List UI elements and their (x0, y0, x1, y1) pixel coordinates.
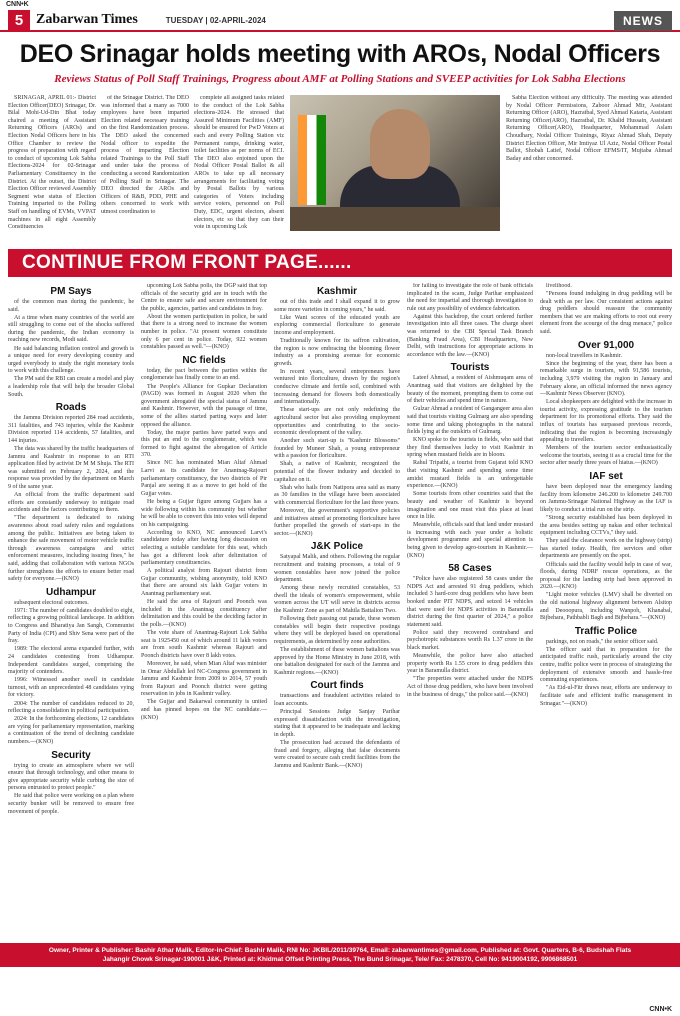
story-heading: Security (51, 749, 91, 761)
story-paragraph: 2004: The number of candidates reduced to 20, reflecting a consolidation in political participation. (8, 700, 134, 715)
bottom-strip (0, 1006, 680, 1016)
story-paragraph: subsequent electoral outcomes. (14, 599, 89, 606)
story-paragraph: KNO spoke to the tourists in fields, who said that they find themselves lucky to visit Kashmir in spring when mustard fields are in bloom. (407, 437, 533, 459)
story-heading: IAF set (589, 471, 623, 483)
story-paragraph: Against this backdrop, the court ordered further investigation into all three cases. The charge sheet was returned to the CBI Special Task Branch (Banking Fraud Area), CBI Headquarters, New Delhi, with instructions for appropriate actions in accordance with the law.—(KNO) (407, 313, 533, 358)
continued-col-2 (141, 283, 267, 938)
flag-image (298, 115, 326, 205)
paper-name: Zabarwan Times (36, 12, 138, 27)
story-paragraph: Moreover, he said, when Mian Altaf was minister in Omar Abdullah led NC-Congress government in Jammu and Kashmir from 2009 to 2014, 57 youth from Rajouri and Poonch district were getting reservation in jobs in Kashmir valley. (141, 660, 267, 698)
story-paragraph: The People's Alliance for Gupkar Declaration (PAGD) was formed in August 2020 when the government abrogated the special status of Jammu and Kashmir. However, with the passage of time, some of the allies started parting ways and later opposed the alliance. (141, 383, 267, 428)
meeting-photo (290, 95, 500, 231)
story-paragraph: parkings, not on roads," the senior officer said. (546, 638, 659, 645)
story-paragraph: transactions and fraudulent activities related to loan accounts. (274, 693, 400, 707)
top-article-text: Sabha Election without any difficulty. The meeting was attended by Nodal Officer Permissions, Zaboor Ahmad Mir, Assistant Returning Officer (ARO), Hazratbal, Syed Ahmad Kataria, Assistant Returning Officer(ARO), Hazratbal, Dr. Khalid Hussain, Assistant Returning Officer(ARO), Headquarter, Mohammad Aslam Choudhary, Nodal Officer Trainings, Riyaz Ahmad Shah, Deputy District Election Officer, Mir Imtiyaz Ul Aziz, Nodal Officer Postal Ballot, Shobah Latief, Nodal Officer EFMS/IT, Mujtaba Ahmad Baday and other concerned. (506, 95, 672, 162)
story-paragraph: He said the area of Rajouri and Poonch was included in the Anantnag constituency after delimitation and this could be the deciding factor in the polls.—(KNO) (141, 599, 267, 628)
story-paragraph: Satyapal Malik, and others. Following the regular recruitment and training processes, a total of 9 women constables have now joined the police department. (274, 554, 400, 584)
story-paragraph: today, the pact between the parties within the conglomerate has finally come to an end. (141, 367, 267, 382)
top-article-col-4 (506, 95, 672, 245)
story-paragraph: Some tourists from other countries said that the beauty and weather of Kashmir is beyond imagination and one must visit this place at least once in life. (407, 491, 533, 521)
story-paragraph: The prosecution had accused the defendants of fraud and forgery, alleging that false documents were created to secure cash credit facilities from the Jammu and Kashmir Bank.—(KNO) (274, 739, 400, 769)
story-paragraph: The officer said that in preparation for the anticipated traffic rush, particularly around the city centre, traffic police were in process of strategizing the deployment of extensive smooth and hassle-free commuting experiences. (540, 646, 672, 684)
top-article-text: of the Srinagar District. The DEO was informed that a many as 7000 employees have been imparted Election related necessary training on the first Randomization process. The DEO asked the concerned Nodal officer to expedite the process of imparting Election related Trainings to the Poll Staff and under take the process of conducting a second Randomization of Polling Staff in Srinagar. The DEO directed the AROs and Officers of R&B, PDD, PHE and others concerned to work with utmost coordination to (101, 95, 189, 215)
story-paragraph: An official from the traffic department said efforts are constantly underway to mitigate road accidents and the factors contributing to them. (8, 492, 134, 514)
section-label: NEWS (614, 11, 672, 31)
top-strip (0, 0, 680, 10)
story-paragraph: livelihood. (546, 283, 572, 289)
story-paragraph: Since the beginning of the year, there has been a remarkable surge in tourism, with 91,586 tourists, including 3,979 visiting the region in January and February alone, an official informed the news agency—Kashmir News Observer (KNO). (540, 360, 672, 398)
story-paragraph: out of this trade and I shall expand it to grow some more varieties in coming years," he said. (274, 299, 400, 313)
story-paragraph: 1971: The number of candidates doubled to eight, reflecting a growing political landscape. In addition to Congress and Bharatiya Jan Sangh, Communist Party of India (CPI) and Shiv Sena were part of the fray. (8, 607, 134, 645)
story-paragraph: Today, the major parties have parted ways and this put an end to the conglomerate, which was formed to fight against the abrogation of Article 370. (141, 429, 267, 459)
brand-logo-small: CNN•K (6, 1, 29, 8)
story-paragraph: Rahul Tripathi, a tourist from Gujarat told KNO that visiting Kashmir and spending some time amidst mustard fields is an unforgettable experience.—(KNO) (407, 460, 533, 490)
story-paragraph: Officials said the facility would help in case of war, floods, during NDRF rescue operations, as the proposal for the landing strip had been approved in 2020.—(KNO) (540, 561, 672, 591)
story-paragraph: According to KNO, NC announced Larvi's candidature today after having long discussion on selecting a suitable candidate for this seat, which has got a different look after delimitation of parliamentary constituencies. (141, 529, 267, 567)
top-article-text: complete all assigned tasks related to the conduct of the Lok Sabha elections-2024. He stressed that Assured Minimum Facilities (AMF) should be ensured for PwD Voters at each and every Polling Station viz Permanent ramps, drinking water, toilet facilities as per norms of ECI. The DEO also enjoined upon the Nodal Officer Postal Ballot & all AROs to take up all necessary arrangements for facilitating voting by Postal Ballots by various categories of Voters including service voters, personnel on Poll Duty, EDC, urgent electors, absent electors, etc so that they can their vote in upcoming Lok (194, 95, 284, 231)
story-paragraph: 2024: In the forthcoming elections, 12 candidates are vying for parliamentary representation, marking a continuation of the trend of declining candidate numbers.—(KNO) (8, 716, 134, 745)
story-paragraph: These start-ups are not only redefining the agricultural sector but also providing employment opportunities and contributing to the socio-economic development of the valley. (274, 407, 400, 437)
story-paragraph: The Gujjar and Bakarwal community is united and has pinned hopes on the NC candidate.—(KNO) (141, 699, 267, 721)
story-paragraph: "Police have also registered 58 cases under the NDPS Act and arrested 91 drug peddlers, which included 3 hard-core drug peddlers who have been booked under PIT NDPS, and seized 14 vehicles that were used for NDPS activities in Baramulla district during the first quarter of 2024," a police statement said. (407, 576, 533, 628)
story-heading: PM Says (50, 286, 92, 297)
story-heading: NC fields (182, 354, 226, 366)
continued-col-1 (8, 283, 134, 938)
story-paragraph: non-local travellers in Kashmir. (546, 352, 622, 359)
story-paragraph: The establishment of these women battalions was approved by the Home Ministry in June 2018, with one battalion designated for each of the Jammu and Kashmir regions.—(KNO) (274, 647, 400, 676)
story-paragraph: trying to create an atmosphere where we will ensure that through technology, and other means to give appropriate security while curbing the size of persons entrusted to protect people." (8, 762, 134, 792)
story-paragraph: 1989: The electoral arena expanded further, with 24 candidates contesting from Udhampur. Independent candidates surged, comprising the majority of contenders. (8, 646, 134, 676)
story-paragraph: They said the clearance work on the highway (strip) has started today. Health, fire services and other departments are presently on the spot. (540, 538, 672, 560)
brand-logo-small-bottom: CNN•K (649, 1006, 672, 1013)
story-paragraph: have been deployed near the emergency landing facility from kilometre 246.200 to kilometre 249.700 on Jammu-Srinagar National Highway as the IAF is likely to conduct a trial run on the strip. (540, 484, 672, 513)
story-heading: Court finds (310, 680, 364, 692)
story-paragraph: Among these newly recruited constables, 53 dwell the ideals of women's empowerment, while women across the UT will serve in districts across the Kashmir Zone as part of Mahila Battalion Two. (274, 585, 400, 615)
story-paragraph: Meanwhile, officials said that land under mustard is increasing with each year under a holistic development programme and special attention is being given to develop agro-tourism in Kashmir.—(KNO) (407, 522, 533, 559)
story-paragraph: "Light motor vehicles (LMV) shall be diverted on the old national highway alignment between Alsitop and Deooopura, including Wanpoh, Khanabal, Bijbehara, Pathbabli Bagh and Bijbehara."—(KNO) (540, 592, 672, 622)
continued-col-5 (540, 283, 672, 938)
story-heading: Tourists (450, 362, 490, 374)
story-paragraph: "Strong security established has been deployed in the area besides setting up nakas and other technical equipment including CCTVs," they said. (540, 514, 672, 537)
top-article-col-2 (101, 95, 189, 245)
story-paragraph: Gulzar Ahmad a resident of Gangangeer area also said that tourists visiting Gulmarg are also spending some time and taking photographs in the natural fields lying at the outskirts of Gulmarg. (407, 406, 533, 436)
story-paragraph: Police said they recovered contraband and psychotropic substances worth Rs 1.37 crore in the black market. (407, 629, 533, 652)
masthead (0, 10, 680, 32)
imprint-line-1: Owner, Printer & Publisher: Bashir Athar Malik, Editor-in-Chief: Bashir Malik, RNI No: JKBIL/2011/39764, Email: zabarwantimes@gmail.com, Published at: Govt. Quarters, B-6, Budshah Flats (48, 947, 632, 954)
story-heading: Udhampur (46, 586, 96, 598)
issue-date: TUESDAY | 02-APRIL-2024 (165, 15, 266, 25)
story-paragraph: "Persons found indulging in drug peddling will be dealt with as per law. Our consistent actions against drug peddlers should reassure the community members that we are making efforts to root out every element from the scourge of the drug menace," police said. (540, 291, 672, 336)
story-paragraph: The vote share of Anantnag-Rajouri Lok Sabha seat is 1925450 out of which around 11 lakh voters are from south Kashmir whereas Rajouri and Poonch districts have over 8 lakh votes. (141, 630, 267, 659)
story-heading: 58 Cases (448, 563, 492, 575)
person-head-image (370, 109, 430, 179)
story-paragraph: Another such start-up is "Kashmir Blossoms" founded by Muneer Shah, a young entrepreneur with a passion for floriculture. (274, 438, 400, 460)
continued-col-3 (274, 283, 400, 938)
top-article-text: SRINAGAR, APRIL 01:- District Election Officer(DEO) Srinagar, Dr. Bilal Mohi-Ud-Din Bhat today chaired a meeting of Assistant Returning Officers (AROs) and Election Nodal Officers here in his Office Chamber to review the progress of preparation with regard to conduct of upcoming Lok Sabha Elections-2024 for 02-Srinagar Parliamentary Constituency in the District. At the outset, the District Election Officer reviewed Assembly Segment wise status of Election Training imparted to the Polling Staff on handling of EVMs, VVPAT machines in all eight Assembly Constituencies (8, 95, 96, 231)
story-paragraph: Traditionally known for its saffron cultivation, the region is now embracing the blooming flower industry as a promising avenue for economic growth. (274, 337, 400, 367)
story-paragraph: A political analyst from Rajouri district from Gujjar community, wishing anonymity, told KNO that there are around six lakh Gujjar voters in Anantnag parliamentary seat. (141, 568, 267, 598)
desk-image (290, 207, 500, 231)
continue-ribbon: CONTINUE FROM FRONT PAGE...... (8, 249, 672, 277)
story-paragraph: Since NC has nominated Mian Altaf Ahmad Larvi as its candidate for Anantnag-Rajouri parliamentary constituency, the two districts of Pir Panjal are seeing it as a move to get hold of the Gujjar votes. (141, 460, 267, 497)
story-paragraph: In recent years, several entrepreneurs have ventured into floriculture, drawn by the region's conducive climate and fertile soil, combined with increasing demand for flowers both domestically and internationally. (274, 368, 400, 406)
story-paragraph: Members of the tourism sector enthusiastically welcome the tourists, seeing it as a crucial time for the sector after nearly three years of hiatus.—(KNO) (540, 445, 672, 467)
story-paragraph: Shah, a native of Kashmir, recognized the potential of the flower industry and decided to capitalize on it. (274, 461, 400, 483)
imprint-footer (0, 943, 680, 967)
story-paragraph: 1996: Witnessed another swell in candidate turnout, with an unprecedented 48 candidates vying for victory. (8, 677, 134, 699)
story-paragraph: About the women participation in police, he said that there is a strong need to increase the women number in police. "At present women constitute only 6 per cent in police. Today, 922 women constables passed as well."—(KNO) (141, 313, 267, 351)
story-paragraph: Local shopkeepers are delighted with the increase in tourist activity, expressing gratitude to the tourism department for its promotional efforts. They said the influx of tourists has surpassed previous records, indicating that the region is becoming increasingly appealing to travellers. (540, 399, 672, 444)
main-headline: DEO Srinagar holds meeting with AROs, Nodal Officers (19, 40, 661, 68)
story-paragraph: He said balancing inflation control and growth is a unique need for every developing country and urged everybody to study the right monetary tools to work with this challenge. (8, 345, 134, 375)
story-paragraph: upcoming Lok Sabha polls, the DGP said that top officials of the security grid are in touch with the Centre to ensure safe and secure environment for the public, agencies, parties and candidates in fray. (141, 283, 267, 312)
story-paragraph: He said that police were working on a plan where security bunker will be removed to ensure free movement of people. (8, 793, 134, 815)
story-paragraph: He being a Gujjar figure among Gujjars has a wide following within his community but whether he will be able to convert this into votes will depend on his campaigning. (141, 498, 267, 528)
story-paragraph: The data was shared by the traffic headquarters of Jammu and Kashmir in response to an RTI application filed by activist Dr M M Shuja. The RTI was submitted on February 2, 2024, and the response was provided by the department on March 9 of the same year. (8, 446, 134, 491)
imprint-line-2: Jahangir Chowk Srinagar-190001 J&K, Printed at: Khidmat Offset Printing Press, The Bund Srinagar, Tele/ Fax: 2478370, Cell No: 9419004192, 9906868501 (102, 956, 578, 963)
story-paragraph: Moreover, the government's supportive policies and initiatives aimed at promoting floriculture have further propelled the growth of start-ups in the sector.—(KNO) (274, 508, 400, 537)
story-heading: Roads (55, 402, 87, 414)
story-paragraph: "The properties were attached under the NDPS Act of those drug peddlers, who have been involved in the business of drugs," the police said.—(KNO) (407, 676, 533, 698)
top-article-col-3 (194, 95, 284, 245)
story-paragraph: of the common man during the pandemic, he said. (8, 299, 134, 313)
story-paragraph: The PM said the RBI can create a model and play a leadership role that will help the broader Global South. (8, 376, 134, 398)
story-paragraph: Shah who hails from Natipora area said as many as 30 families in the village have been associated with commercial floriculture for the last three years. (274, 484, 400, 506)
story-paragraph: "The department is dedicated to raising awareness about road safety rules and regulations among the public. Initiatives are being taken to enhance the safe movement of motor vehicle traffic through awareness campaigns and strict enforcement measures, including issuing fines," he said, adding that collaboration with various NGOs further strengthens the efforts to ensure better road safety for everyone.—(KNO) (8, 515, 134, 583)
story-paragraph: "As Eid-ul-Fitr draws near, efforts are underway to facilitate safe and efficient traffic management in Srinagar."—(KNO) (540, 685, 672, 707)
story-paragraph: Meanwhile, the police have also attached property worth Rs 1.55 crore to drug peddlers this year in Baramulla district. (407, 653, 533, 675)
story-paragraph: Like Wani scores of the educated youth are exploring commercial floriculture to generate income and employment. (274, 314, 400, 336)
story-paragraph: At a time when many countries of the world are still struggling to come out of the shocks suffered during the pandemic, the Indian economy is reaching new records, Modi said. (8, 314, 134, 344)
story-paragraph: Following their passing out parade, these women constables will begin their respective postings where they will be deployed based on operational requirements, as determined by zone authorities. (274, 616, 400, 645)
sub-headline: Reviews Status of Poll Staff Trainings, Progress about AMF at Polling Stations and SVEEP activities for Lok Sabha Elections (54, 73, 626, 85)
top-article-col-1 (8, 95, 96, 245)
story-paragraph: for failing to investigate the role of bank officials implicated in the scam, Judge Parihar emphasized the need for impartial and thorough investigation to rule out any possibility of evidence fabrication. (407, 283, 533, 312)
story-paragraph: the Jammu Division reported 284 road accidents, 311 fatalities, and 743 injuries, while the Kashmir Division reported 114 accidents, 57 fatalities, and 144 injuries. (8, 415, 134, 444)
story-paragraph: Principal Sessions Judge Sanjay Parihar expressed dissatisfaction with the investigation, stating that it appeared to be inadequate and lacking in depth. (274, 709, 400, 738)
story-paragraph: Lateef Ahmad, a resident of Aishmuqam area of Anantnag said that visitors are delighted by the beauty of the moment, prompting them to come out of their vehicles and spend time in nature. (407, 375, 533, 405)
page-number: 5 (8, 10, 30, 30)
story-heading: Kashmir (316, 286, 357, 297)
story-heading: J&K Police (310, 541, 364, 553)
story-heading: Over 91,000 (577, 339, 635, 351)
continued-col-4 (407, 283, 533, 938)
story-heading: Traffic Police (574, 625, 638, 637)
